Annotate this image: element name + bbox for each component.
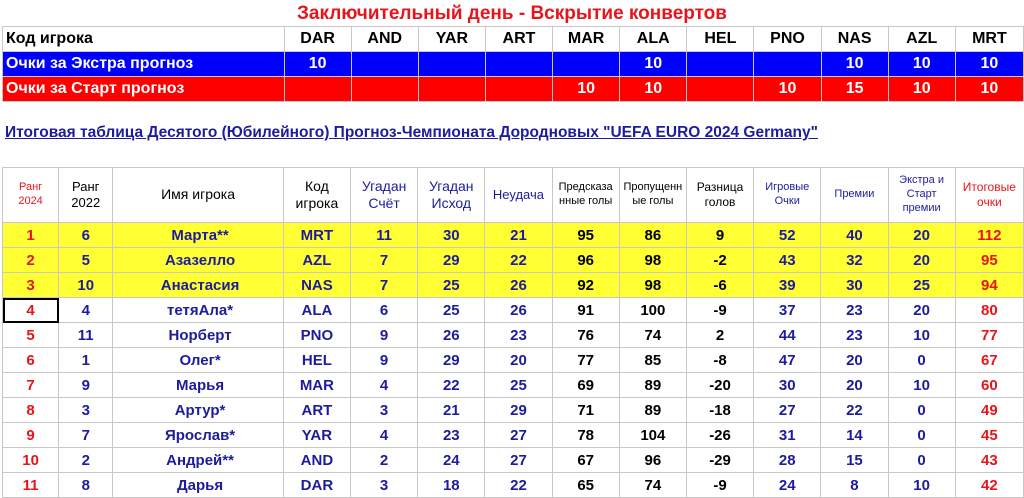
header-game-points: Игровые Очки bbox=[754, 168, 821, 223]
predicted-goals-cell: 76 bbox=[552, 323, 619, 348]
goal-diff-cell: 9 bbox=[686, 223, 753, 248]
extra-start-bonus-cell: 20 bbox=[888, 298, 955, 323]
start-points-cell bbox=[418, 77, 485, 102]
extra-points-cell bbox=[485, 52, 552, 77]
results-header-row bbox=[3, 168, 1024, 223]
start-points-cell: 15 bbox=[821, 77, 888, 102]
start-points-label: Очки за Старт прогноз bbox=[3, 77, 285, 102]
bonus-cell: 14 bbox=[821, 423, 888, 448]
extra-points-cell bbox=[553, 52, 620, 77]
bonus-cell: 23 bbox=[821, 323, 888, 348]
start-points-cell: 10 bbox=[620, 77, 687, 102]
player-name-cell: Азазелло bbox=[113, 248, 284, 273]
start-points-cell bbox=[687, 77, 754, 102]
extra-points-cell: 10 bbox=[620, 52, 687, 77]
player-code-cell: NAS bbox=[821, 27, 888, 52]
extra-start-bonus-cell: 10 bbox=[888, 373, 955, 398]
header-player-code: Код игрока bbox=[283, 168, 350, 223]
player-name-cell: Дарья bbox=[113, 473, 284, 498]
table-row bbox=[3, 223, 1024, 248]
player-code-cell: NAS bbox=[283, 273, 350, 298]
total-points-cell: 94 bbox=[955, 273, 1023, 298]
start-points-cell: 10 bbox=[955, 77, 1023, 102]
predicted-goals-cell: 71 bbox=[552, 398, 619, 423]
goal-diff-cell: -2 bbox=[686, 248, 753, 273]
header-predicted-goals: Предсказа нные голы bbox=[552, 168, 619, 223]
guessed-outcome-cell: 30 bbox=[418, 223, 485, 248]
guessed-outcome-cell: 23 bbox=[418, 423, 485, 448]
header-goal-diff: Разница голов bbox=[686, 168, 753, 223]
goal-diff-cell: -20 bbox=[686, 373, 753, 398]
missed-goals-cell: 100 bbox=[619, 298, 686, 323]
rank-2024-cell: 1 bbox=[3, 223, 59, 248]
table-row bbox=[3, 323, 1024, 348]
rank-2022-cell: 8 bbox=[59, 473, 113, 498]
results-table bbox=[2, 167, 1024, 498]
extra-points-cell bbox=[418, 52, 485, 77]
rank-2022-cell: 6 bbox=[59, 223, 113, 248]
start-points-cell: 10 bbox=[553, 77, 620, 102]
rank-2024-cell: 10 bbox=[3, 448, 59, 473]
player-code-cell: AZL bbox=[888, 27, 955, 52]
bonus-cell: 30 bbox=[821, 273, 888, 298]
header-bonus: Премии bbox=[821, 168, 888, 223]
guessed-outcome-cell: 18 bbox=[418, 473, 485, 498]
player-code-cell: HEL bbox=[687, 27, 754, 52]
envelope-table bbox=[2, 26, 1024, 102]
table-row bbox=[3, 348, 1024, 373]
guessed-outcome-cell: 24 bbox=[418, 448, 485, 473]
predicted-goals-cell: 78 bbox=[552, 423, 619, 448]
player-name-cell: Ярослав* bbox=[113, 423, 284, 448]
guessed-outcome-cell: 29 bbox=[418, 248, 485, 273]
extra-start-bonus-cell: 25 bbox=[888, 273, 955, 298]
header-guessed-score: Угадан Счёт bbox=[351, 168, 418, 223]
header-extra-start-bonus: Экстра и Старт премии bbox=[888, 168, 955, 223]
player-code-cell: AND bbox=[283, 448, 350, 473]
predicted-goals-cell: 96 bbox=[552, 248, 619, 273]
goal-diff-cell: -9 bbox=[686, 298, 753, 323]
missed-goals-cell: 85 bbox=[619, 348, 686, 373]
total-points-cell: 67 bbox=[955, 348, 1023, 373]
miss-cell: 27 bbox=[485, 423, 552, 448]
rank-2022-cell: 11 bbox=[59, 323, 113, 348]
bonus-cell: 23 bbox=[821, 298, 888, 323]
guessed-outcome-cell: 22 bbox=[418, 373, 485, 398]
guessed-outcome-cell: 21 bbox=[418, 398, 485, 423]
header-player-name: Имя игрока bbox=[113, 168, 284, 223]
predicted-goals-cell: 91 bbox=[552, 298, 619, 323]
rank-2024-cell: 3 bbox=[3, 273, 59, 298]
guessed-outcome-cell: 29 bbox=[418, 348, 485, 373]
player-code-cell: AND bbox=[351, 27, 418, 52]
missed-goals-cell: 74 bbox=[619, 323, 686, 348]
header-rank-2022: Ранг 2022 bbox=[59, 168, 113, 223]
player-name-cell: Андрей** bbox=[113, 448, 284, 473]
missed-goals-cell: 74 bbox=[619, 473, 686, 498]
player-code-cell: ALA bbox=[283, 298, 350, 323]
extra-start-bonus-cell: 0 bbox=[888, 423, 955, 448]
table-row bbox=[3, 298, 1024, 323]
player-code-cell: DAR bbox=[284, 27, 351, 52]
predicted-goals-cell: 67 bbox=[552, 448, 619, 473]
guessed-score-cell: 2 bbox=[351, 448, 418, 473]
player-name-cell: Артур* bbox=[113, 398, 284, 423]
rank-2024-cell: 5 bbox=[3, 323, 59, 348]
extra-points-cell: 10 bbox=[821, 52, 888, 77]
game-points-cell: 37 bbox=[754, 298, 821, 323]
missed-goals-cell: 89 bbox=[619, 373, 686, 398]
start-points-cell: 10 bbox=[888, 77, 955, 102]
game-points-cell: 24 bbox=[754, 473, 821, 498]
extra-points-cell: 10 bbox=[284, 52, 351, 77]
miss-cell: 22 bbox=[485, 248, 552, 273]
player-code-cell: ALA bbox=[620, 27, 687, 52]
bonus-cell: 15 bbox=[821, 448, 888, 473]
player-name-cell: Марта** bbox=[113, 223, 284, 248]
player-code-row bbox=[3, 27, 1024, 52]
missed-goals-cell: 86 bbox=[619, 223, 686, 248]
rank-2022-cell: 2 bbox=[59, 448, 113, 473]
player-code-cell: AZL bbox=[283, 248, 350, 273]
total-points-cell: 43 bbox=[955, 448, 1023, 473]
header-miss: Неудача bbox=[485, 168, 552, 223]
goal-diff-cell: 2 bbox=[686, 323, 753, 348]
player-code-cell: YAR bbox=[418, 27, 485, 52]
table-row bbox=[3, 423, 1024, 448]
missed-goals-cell: 104 bbox=[619, 423, 686, 448]
predicted-goals-cell: 69 bbox=[552, 373, 619, 398]
miss-cell: 26 bbox=[485, 273, 552, 298]
extra-points-row bbox=[3, 52, 1024, 77]
rank-2022-cell: 1 bbox=[59, 348, 113, 373]
extra-start-bonus-cell: 0 bbox=[888, 348, 955, 373]
game-points-cell: 43 bbox=[754, 248, 821, 273]
miss-cell: 25 bbox=[485, 373, 552, 398]
miss-cell: 29 bbox=[485, 398, 552, 423]
table-row bbox=[3, 248, 1024, 273]
guessed-score-cell: 4 bbox=[351, 423, 418, 448]
results-subtitle: Итоговая таблица Десятого (Юбилейного) Прогноз-Чемпионата Дородновых "UEFA EURO 2024 Germany" bbox=[5, 124, 818, 141]
rank-2022-cell: 5 bbox=[59, 248, 113, 273]
player-name-cell: Марья bbox=[113, 373, 284, 398]
rank-2024-cell: 2 bbox=[3, 248, 59, 273]
rank-2022-cell: 10 bbox=[59, 273, 113, 298]
extra-start-bonus-cell: 0 bbox=[888, 448, 955, 473]
player-code-cell: MAR bbox=[283, 373, 350, 398]
extra-start-bonus-cell: 10 bbox=[888, 323, 955, 348]
total-points-cell: 60 bbox=[955, 373, 1023, 398]
rank-2024-cell: 8 bbox=[3, 398, 59, 423]
player-code-label: Код игрока bbox=[3, 27, 285, 52]
header-missed-goals: Пропущенн ые голы bbox=[619, 168, 686, 223]
guessed-score-cell: 3 bbox=[351, 473, 418, 498]
predicted-goals-cell: 92 bbox=[552, 273, 619, 298]
start-points-cell bbox=[485, 77, 552, 102]
goal-diff-cell: -29 bbox=[686, 448, 753, 473]
game-points-cell: 30 bbox=[754, 373, 821, 398]
player-code-cell: YAR bbox=[283, 423, 350, 448]
rank-2024-cell: 7 bbox=[3, 373, 59, 398]
player-name-cell: Норберт bbox=[113, 323, 284, 348]
missed-goals-cell: 98 bbox=[619, 273, 686, 298]
goal-diff-cell: -6 bbox=[686, 273, 753, 298]
guessed-score-cell: 7 bbox=[351, 248, 418, 273]
player-code-cell: MRT bbox=[283, 223, 350, 248]
player-code-cell: ART bbox=[485, 27, 552, 52]
extra-start-bonus-cell: 0 bbox=[888, 398, 955, 423]
player-name-cell: Анастасия bbox=[113, 273, 284, 298]
miss-cell: 23 bbox=[485, 323, 552, 348]
guessed-score-cell: 4 bbox=[351, 373, 418, 398]
total-points-cell: 80 bbox=[955, 298, 1023, 323]
page-title: Заключительный день - Вскрытие конвертов bbox=[297, 3, 727, 24]
game-points-cell: 31 bbox=[754, 423, 821, 448]
game-points-cell: 47 bbox=[754, 348, 821, 373]
total-points-cell: 49 bbox=[955, 398, 1023, 423]
game-points-cell: 27 bbox=[754, 398, 821, 423]
extra-start-bonus-cell: 20 bbox=[888, 223, 955, 248]
player-code-cell: MRT bbox=[955, 27, 1023, 52]
rank-2022-cell: 4 bbox=[59, 298, 113, 323]
table-row bbox=[3, 373, 1024, 398]
total-points-cell: 112 bbox=[955, 223, 1023, 248]
rank-2024-cell: 11 bbox=[3, 473, 59, 498]
guessed-score-cell: 3 bbox=[351, 398, 418, 423]
extra-points-cell bbox=[351, 52, 418, 77]
missed-goals-cell: 96 bbox=[619, 448, 686, 473]
start-points-row bbox=[3, 77, 1024, 102]
game-points-cell: 44 bbox=[754, 323, 821, 348]
miss-cell: 22 bbox=[485, 473, 552, 498]
header-guessed-outcome: Угадан Исход bbox=[418, 168, 485, 223]
header-rank-2024: Ранг 2024 bbox=[3, 168, 59, 223]
predicted-goals-cell: 65 bbox=[552, 473, 619, 498]
guessed-outcome-cell: 26 bbox=[418, 323, 485, 348]
extra-points-cell: 10 bbox=[955, 52, 1023, 77]
bonus-cell: 20 bbox=[821, 348, 888, 373]
total-points-cell: 45 bbox=[955, 423, 1023, 448]
extra-start-bonus-cell: 20 bbox=[888, 248, 955, 273]
extra-points-cell bbox=[754, 52, 821, 77]
table-row bbox=[3, 273, 1024, 298]
rank-2024-cell: 4 bbox=[3, 298, 59, 323]
extra-points-cell bbox=[687, 52, 754, 77]
game-points-cell: 52 bbox=[754, 223, 821, 248]
player-code-cell: HEL bbox=[283, 348, 350, 373]
guessed-score-cell: 6 bbox=[351, 298, 418, 323]
player-code-cell: DAR bbox=[283, 473, 350, 498]
miss-cell: 21 bbox=[485, 223, 552, 248]
rank-2022-cell: 3 bbox=[59, 398, 113, 423]
guessed-score-cell: 11 bbox=[351, 223, 418, 248]
rank-2024-cell: 6 bbox=[3, 348, 59, 373]
bonus-cell: 32 bbox=[821, 248, 888, 273]
bonus-cell: 40 bbox=[821, 223, 888, 248]
player-name-cell: тетяАла* bbox=[113, 298, 284, 323]
total-points-cell: 95 bbox=[955, 248, 1023, 273]
miss-cell: 26 bbox=[485, 298, 552, 323]
miss-cell: 20 bbox=[485, 348, 552, 373]
total-points-cell: 77 bbox=[955, 323, 1023, 348]
extra-start-bonus-cell: 10 bbox=[888, 473, 955, 498]
table-row bbox=[3, 448, 1024, 473]
guessed-score-cell: 9 bbox=[351, 323, 418, 348]
start-points-cell bbox=[351, 77, 418, 102]
game-points-cell: 39 bbox=[754, 273, 821, 298]
rank-2022-cell: 7 bbox=[59, 423, 113, 448]
table-row bbox=[3, 398, 1024, 423]
goal-diff-cell: -18 bbox=[686, 398, 753, 423]
table-row bbox=[3, 473, 1024, 498]
player-code-cell: PNO bbox=[754, 27, 821, 52]
goal-diff-cell: -26 bbox=[686, 423, 753, 448]
goal-diff-cell: -8 bbox=[686, 348, 753, 373]
total-points-cell: 42 bbox=[955, 473, 1023, 498]
predicted-goals-cell: 95 bbox=[552, 223, 619, 248]
bonus-cell: 22 bbox=[821, 398, 888, 423]
game-points-cell: 28 bbox=[754, 448, 821, 473]
missed-goals-cell: 98 bbox=[619, 248, 686, 273]
player-code-cell: MAR bbox=[553, 27, 620, 52]
extra-points-label: Очки за Экстра прогноз bbox=[3, 52, 285, 77]
player-code-cell: ART bbox=[283, 398, 350, 423]
rank-2024-cell: 9 bbox=[3, 423, 59, 448]
rank-2022-cell: 9 bbox=[59, 373, 113, 398]
bonus-cell: 8 bbox=[821, 473, 888, 498]
start-points-cell bbox=[284, 77, 351, 102]
header-total-points: Итоговые очки bbox=[955, 168, 1023, 223]
missed-goals-cell: 89 bbox=[619, 398, 686, 423]
predicted-goals-cell: 77 bbox=[552, 348, 619, 373]
bonus-cell: 20 bbox=[821, 373, 888, 398]
miss-cell: 27 bbox=[485, 448, 552, 473]
extra-points-cell: 10 bbox=[888, 52, 955, 77]
guessed-score-cell: 9 bbox=[351, 348, 418, 373]
player-name-cell: Олег* bbox=[113, 348, 284, 373]
guessed-outcome-cell: 25 bbox=[418, 298, 485, 323]
guessed-score-cell: 7 bbox=[351, 273, 418, 298]
goal-diff-cell: -9 bbox=[686, 473, 753, 498]
start-points-cell: 10 bbox=[754, 77, 821, 102]
player-code-cell: PNO bbox=[283, 323, 350, 348]
guessed-outcome-cell: 25 bbox=[418, 273, 485, 298]
